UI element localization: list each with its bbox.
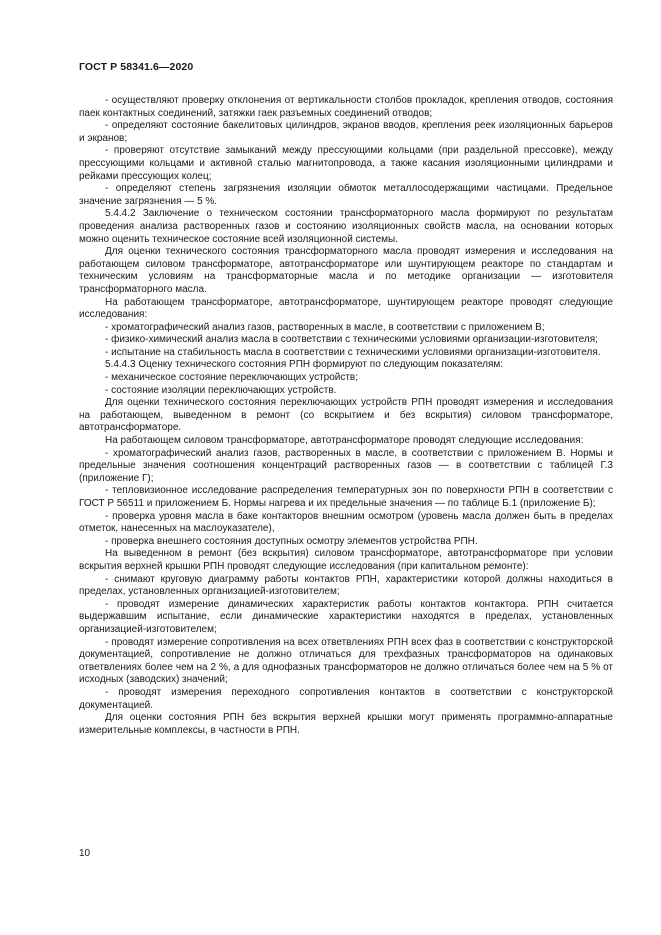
- paragraph: На работающем трансформаторе, автотрансформаторе, шунтирующем реакторе проводят следующие исследования:: [79, 296, 613, 321]
- paragraph: - тепловизионное исследование распределения температурных зон по поверхности РПН в соответствии с ГОСТ Р 56511 и приложением Б. Нормы нагрева и их предельные значения — по таблице Б.1 (приложение Б);: [79, 485, 613, 509]
- paragraph: - физико-химический анализ масла в соответствии с техническими условиями организации-изготовителя;: [105, 334, 598, 346]
- paragraph: Для оценки технического состояния переключающих устройств РПН проводят измерения и исследования на работающем, выведенном в ремонт (со вскрытием и без вскрытия) силовом трансформаторе, автотрансформаторе.: [79, 397, 613, 434]
- paragraph: - проводят измерения переходного сопротивления контактов в соответствии с конструкторской документацией.: [79, 686, 613, 711]
- paragraph: 5.4.4.2 Заключение о техническом состоянии трансформаторного масла формируют по результатам проведения анализа растворенных газов и состоянию изоляционных свойств масла, на основании которых можно оценить техническое состояние всей изоляционной системы.: [79, 208, 613, 245]
- paragraph: 5.4.4.3 Оценку технического состояния РПН формируют по следующим показателям:: [105, 359, 504, 371]
- paragraph: - снимают круговую диаграмму работы контактов РПН, характеристики которой должны находиться в пределах, установленных организацией-изготовителем;: [79, 573, 613, 598]
- paragraph: - проводят измерение динамических характеристик работы контактов контактора. РПН считается выдержавшим испытание, если динамические характеристики находятся в пределах, установленных организацией-изготовителем;: [79, 598, 613, 635]
- document-body: [79, 95, 613, 737]
- paragraph: - определяют состояние бакелитовых цилиндров, экранов вводов, крепления реек изоляционных барьеров и экранов;: [79, 120, 613, 144]
- paragraph: - проверка уровня масла в баке контакторов внешним осмотром (уровень масла должен быть в пределах отметок, нанесенных на маслоуказателе),: [79, 510, 613, 535]
- paragraph: - хроматографический анализ газов, растворенных в масле, в соответствии с приложением В. Нормы и предельные значения соотношения концентраций растворенных газов — в соответствии с таблицей Г.3 (приложение Г);: [79, 447, 613, 484]
- paragraph: - определяют степень загрязнения изоляции обмоток металлосодержащими частицами. Предельное значение загрязнения — 5 %.: [79, 183, 613, 207]
- paragraph: - проводят измерение сопротивления на всех ответвлениях РПН всех фаз в соответствии с конструкторской документацией, сопротивление не должно отличаться для трехфазных трансформаторов на одинаковых ответвлениях более чем на 2 %, а для однофазных трансформаторов не должно отличаться более чем на 5 % от исходных (заводских) значений;: [79, 636, 613, 686]
- paragraph: - хроматографический анализ газов, растворенных в масле, в соответствии с приложением В;: [105, 321, 545, 333]
- paragraph: - проверяют отсутствие замыканий между прессующими кольцами (при раздельной прессовке), между прессующими кольцами и активной сталью магнитопровода, а также касания изоляционными цилиндрами и рейками прессующих колец;: [79, 145, 613, 182]
- paragraph: - проверка внешнего состояния доступных осмотру элементов устройства РПН.: [105, 535, 478, 547]
- paragraph: - испытание на стабильность масла в соответствии с техническими условиями организации-изготовителя.: [105, 346, 601, 358]
- paragraph: - состояние изоляции переключающих устройств.: [105, 384, 337, 396]
- paragraph: Для оценки технического состояния трансформаторного масла проводят измерения и исследования на работающем силовом трансформаторе, автотрансформаторе или шунтирующем реакторе по стандартам и техническим условиям на трансформаторные масла и по методике организации — изготовителя трансформаторного масла.: [79, 246, 613, 295]
- paragraph: Для оценки состояния РПН без вскрытия верхней крышки могут применять программно-аппаратные измерительные комплексы, в частности в РПН.: [79, 712, 613, 736]
- page-number: 10: [79, 848, 91, 859]
- paragraph: - осуществляют проверку отклонения от вертикальности столбов прокладок, крепления отводов, состояния паек контактных соединений, затяжки гаек разъемных соединений отводов;: [79, 95, 613, 119]
- paragraph: На выведенном в ремонт (без вскрытия) силовом трансформаторе, автотрансформаторе при условии вскрытия верхней крышки РПН проводят следующие исследования (при капитальном ремонте):: [79, 548, 613, 572]
- paragraph: - механическое состояние переключающих устройств;: [105, 372, 359, 384]
- paragraph: На работающем силовом трансформаторе, автотрансформаторе проводят следующие исследования:: [105, 435, 584, 447]
- standard-header: ГОСТ Р 58341.6—2020: [79, 61, 194, 73]
